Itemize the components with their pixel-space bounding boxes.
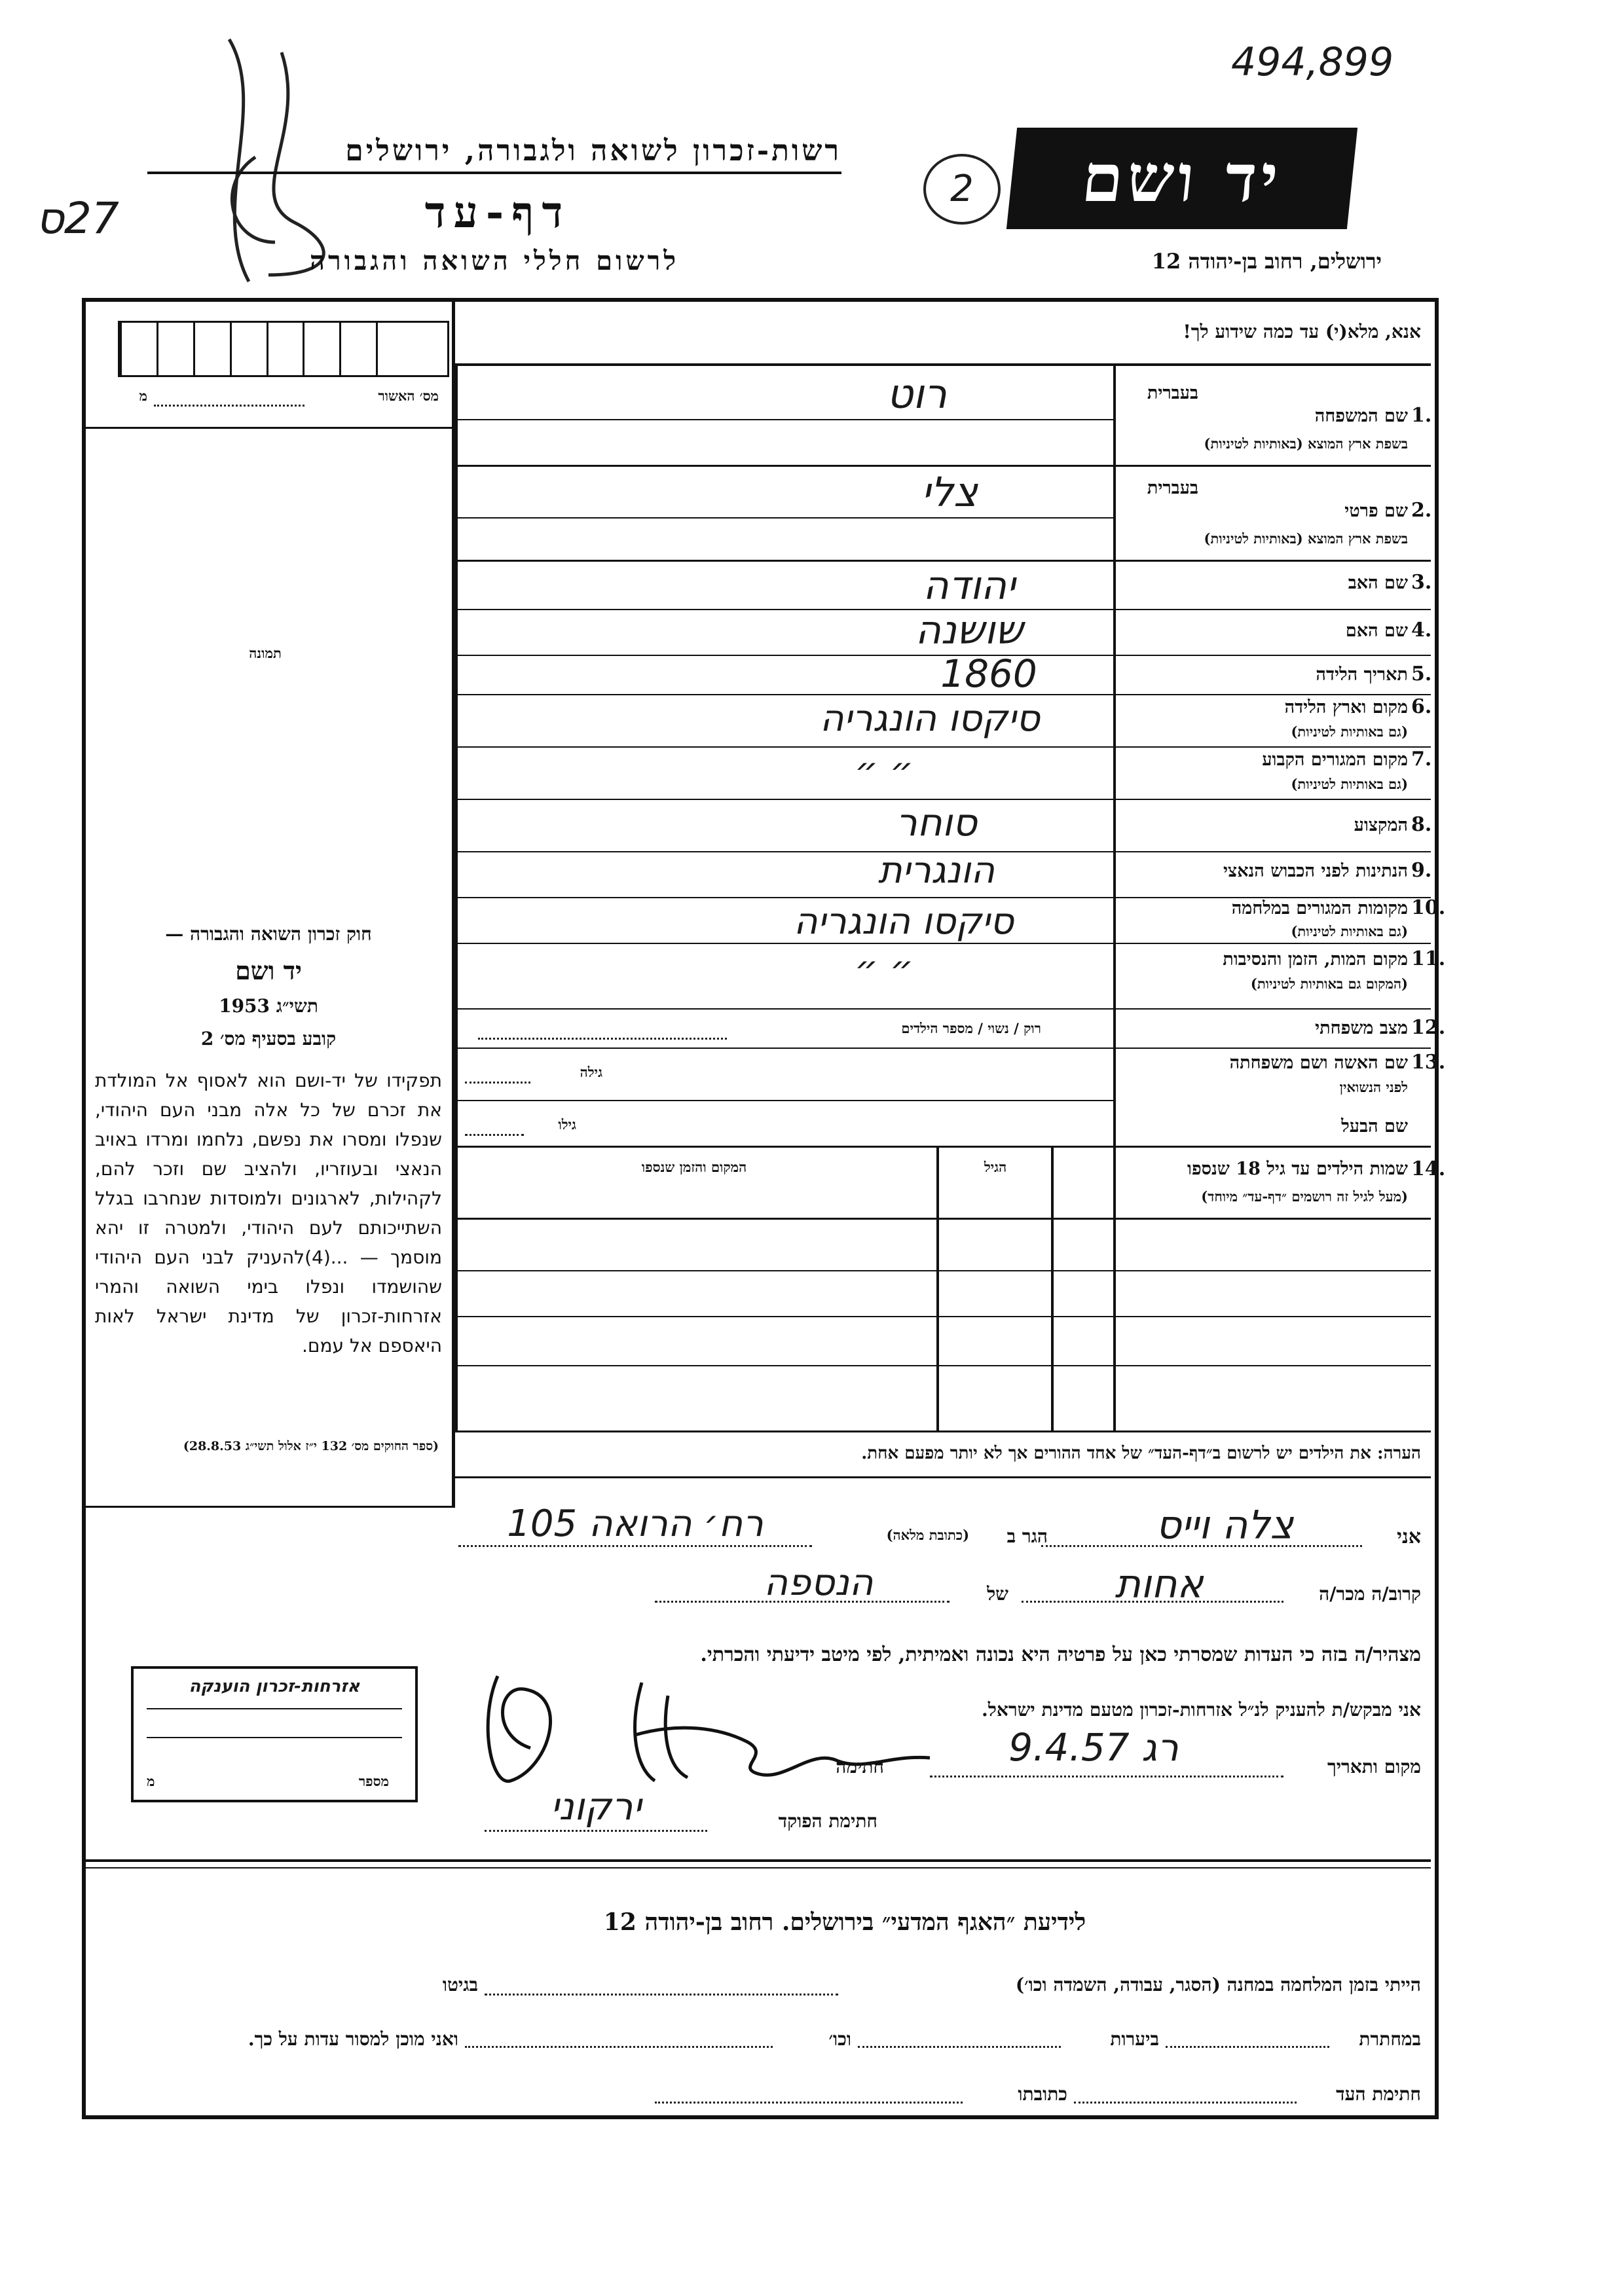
value-wartime-residence[interactable]: סיקסו הונגריה (793, 900, 1014, 943)
signature-label: חתימה (836, 1756, 884, 1777)
value-family-name[interactable]: רוט (886, 370, 948, 418)
archive-number: 494,899 (1231, 39, 1394, 85)
field-label-residence: מקום המגורים הקבוע (1262, 750, 1408, 770)
approval-boxes (118, 321, 449, 377)
wife-age-label: גילה (580, 1064, 602, 1080)
law-section: קובע בסעיף מס׳ 2 (200, 1028, 337, 1049)
yad-vashem-logo: יד ושם (1006, 128, 1357, 229)
children-note: הערה: את הילדים יש לרשום ב״דף-העד״ של אחד ההורים אך לא יותר מפעם אחת. (861, 1444, 1421, 1463)
field-label-husband: שם הבעל (1341, 1116, 1408, 1137)
declarant-label: אני (1397, 1525, 1421, 1548)
declarant-name[interactable]: צלה וייס (1155, 1503, 1294, 1548)
children-age-col: הגיל (984, 1159, 1007, 1175)
field-label-death-place: מקום המות, הזמן והנסיבות (1223, 949, 1408, 970)
testimony-page: 494,899 27ס רשות-זכרון לשואה ולגבורה, ירושלים דף-עד לרשום חללי השואה והגבורה 2 יד ושם ירושלים, רחוב בן-יהודה 12 מס׳ האשור מ תמונה חוק זכרון השואה והגבורה — יד ושם 1953 תשי״ג קובע בסעיף מס׳ 2 תפקידו של יד-ושם הוא לאסוף אל המולדת את זכרם של כל אלה מבני העם היהודי, שנפלו ומסרו את נפשם, נלחמו ומרדו באויב הנאצי ובעוזריו, ולהציב שם וזכר להם, לקהילות, לארגונים ולמוסדות שנחרבו בגלל השתייכותם לעם היהודי, ולמטרה זו יהא מוסמך — ...(4)להעניק לבני העם היהודי שהושמדו ונפלו בימי השואה והמרי אזרחות-זכרון של מדינת ישראל לאות היאספם אל עמם. (ספר החוקים מס׳ 132 י״ז אלול תשי״ג 28.8.53) אנא, מלא(י) עד כמה שידוע לך! בעברית שם המשפחה 1. בשפת ארץ המוצא (באותיות לטיניות) רוט בעברית שם פרטי 2. בשפת ארץ המוצא (באותיות לטיניות) צלי שם האב 3. יהודה שם האם 4. שושנה תאריך הלידה 5. 1860 מקום וארץ הלידה 6. (גם באותיות לטיניות) סיקסו הונגריה מקום המגורים הקבוע 7. (גם באותיות לטיניות) ״ ״ המקצוע 8. סוחר הנתינות לפני הכבוש הנאצי 9. הונגרית מקומות המגורים במלחמה 10. (גם באותיות לטיניות) סיקסו הונגריה מקום המות, הזמן והנסיבות 11. (המקום גם באותיות לטיניות) ״ ״ מצב משפחתי 12. רוק / נשוי / מספר הילדים שם האשה ושם משפחתה 13. לפני הנשואין גילה שם הבעל גילו 14. שמות הילדים עד גיל 18 שנספו (מעל לגיל זה רושמים ״דף-עד״ מיוחד) הגיל המקום והזמן שנספו הערה: את הילדים יש לרשום ב״דף-העד״ של אחד ההורים אך לא יותר מפעם אחת. אני צלה וייס הגר ב (כתובת מלאה) רח׳ הרואה 105 קרוב/ה מכר/ה אחות של הנספה מצהיר/ה בזה כי העדות שמסרתי כאן על פרטיה היא נכונה ואמיתית, לפי מיטב ידיעתי והכרתי. אני מבקש/ת להעניק לנ״ל אזרחות-זכרון מטעם מדינת ישראל. מקום ותאריך רג 9.4.57 חתימה חתימת הפוקד ירקוני אזרחות-זכרון הוענקה מספר מ לידיעת ״האגף המדעי״ בירושלים. רחוב בן-יהודה 12 הייתי בזמן המלחמה במחנה (הסגר, עבודה, השמדה וכו׳) בגיטו במחתרת ביערות וכו׳ ואני מוכן למסור עדות על כך. חתימת העד כתובתו (0, 0, 1624, 2296)
field-label-first-name: שם פרטי (1344, 501, 1408, 521)
value-mother[interactable]: שושנה (915, 608, 1024, 653)
citizenship-stamp-box: אזרחות-זכרון הוענקה מספר מ (131, 1666, 418, 1802)
law-source: (ספר החוקים מס׳ 132 י״ז אלול תשי״ג 28.8.53) (183, 1439, 439, 1453)
field-label-birth-place: מקום וארץ הלידה (1284, 697, 1408, 718)
field-label-profession: המקצוע (1354, 815, 1408, 835)
field-label-family-name: שם המשפחה (1314, 406, 1408, 426)
value-death-place[interactable]: ״ ״ (855, 948, 913, 991)
place-date-value[interactable]: רג 9.4.57 (1008, 1725, 1179, 1770)
value-father[interactable]: יהודה (923, 563, 1016, 609)
field-label-children: שמות הילדים עד גיל 18 שנספו (1187, 1159, 1408, 1179)
field-label-marital-status: מצב משפחתי (1315, 1018, 1408, 1038)
official-signature-label: חתימת הפוקד (778, 1810, 877, 1832)
relation-label: קרוב/ה מכר/ה (1319, 1583, 1421, 1605)
circled-number: 2 (923, 154, 1001, 225)
law-text: תפקידו של יד-ושם הוא לאסוף אל המולדת את זכרם של כל אלה מבני העם היהודי, שנפלו ומסרו את נפשם, נלחמו ומרדו באויב הנאצי ובעוזריו, ולהציב שם וזכר להם, לקהילות, לארגונים ולמוסדות שנחרבו בגלל השתייכותם לעם היהודי, ולמטרה זו יהא מוסמך — ...(4)להעניק לבני העם היהודי שהושמדו ונפלו בימי השואה והמרי אזרחות-זכרון של מדינת ישראל לאות היאספם אל עמם. (95, 1070, 442, 1357)
value-citizenship[interactable]: הונגרית (877, 849, 995, 892)
value-birth-place[interactable]: סיקסו הונגריה (819, 697, 1041, 740)
value-birth-date[interactable]: 1860 (940, 651, 1037, 696)
official-signature[interactable]: ירקוני (550, 1784, 642, 1829)
field-label-wartime-residence: מקומות המגורים במלחמה (1231, 898, 1408, 919)
husband-age-label: גילו (558, 1116, 576, 1133)
photo-label: תמונה (249, 645, 282, 661)
law-title: חוק זכרון השואה והגבורה — (165, 923, 372, 945)
field-label-father: שם האב (1348, 573, 1408, 593)
approval-number-label: מס׳ האשור (378, 388, 439, 404)
value-profession[interactable]: סוחר (895, 800, 978, 845)
law-year: 1953 (219, 995, 270, 1017)
declarant-address[interactable]: רח׳ הרואה 105 (507, 1503, 764, 1545)
form-subtitle: לרשום חללי השואה והגבורה (309, 246, 680, 276)
law-name: יד ושם (235, 956, 302, 985)
field-label-citizenship: הנתינות לפני הכבוש הנאצי (1223, 861, 1408, 881)
margin-note: 27ס (36, 193, 119, 244)
form-title: דף-עד (424, 187, 571, 238)
value-first-name[interactable]: צלי (921, 468, 978, 516)
bottom-title: לידיעת ״האגף המדעי״ בירושלים. רחוב בן-יהודה 12 (603, 1908, 1086, 1936)
relation-value[interactable]: אחות (1115, 1561, 1204, 1607)
signature-icon[interactable] (471, 1656, 943, 1800)
instruction: אנא, מלא(י) עד כמה שידוע לך! (1183, 321, 1421, 342)
field-label-mother: שם האם (1345, 621, 1408, 641)
place-date-label: מקום ותאריך (1327, 1756, 1421, 1777)
declaration-text: מצהיר/ה בזה כי העדות שמסרתי כאן על פרטיה היא נכונה ואמיתית, לפי מיטב ידיעתי והכרתי. (700, 1643, 1421, 1666)
children-place-col: המקום והזמן שנספו (641, 1159, 747, 1175)
value-residence[interactable]: ״ ״ (855, 750, 913, 792)
yad-vashem-address: ירושלים, רחוב בן-יהודה 12 (1151, 249, 1382, 274)
field-label-birth-date: תאריך הלידה (1316, 665, 1408, 685)
org-line: רשות-זכרון לשואה ולגבורה, ירושלים (345, 134, 841, 168)
deceased-relation[interactable]: הנספה (764, 1561, 874, 1604)
request-text: אני מבקש/ת להעניק לנ״ל אזרחות-זכרון מטעם מדינת ישראל. (982, 1699, 1421, 1721)
marital-options: רוק / נשוי / מספר הילדים (901, 1020, 1041, 1036)
field-label-wife-name: שם האשה ושם משפחתה (1229, 1053, 1408, 1073)
law-year-heb: תשי״ג (276, 995, 318, 1017)
